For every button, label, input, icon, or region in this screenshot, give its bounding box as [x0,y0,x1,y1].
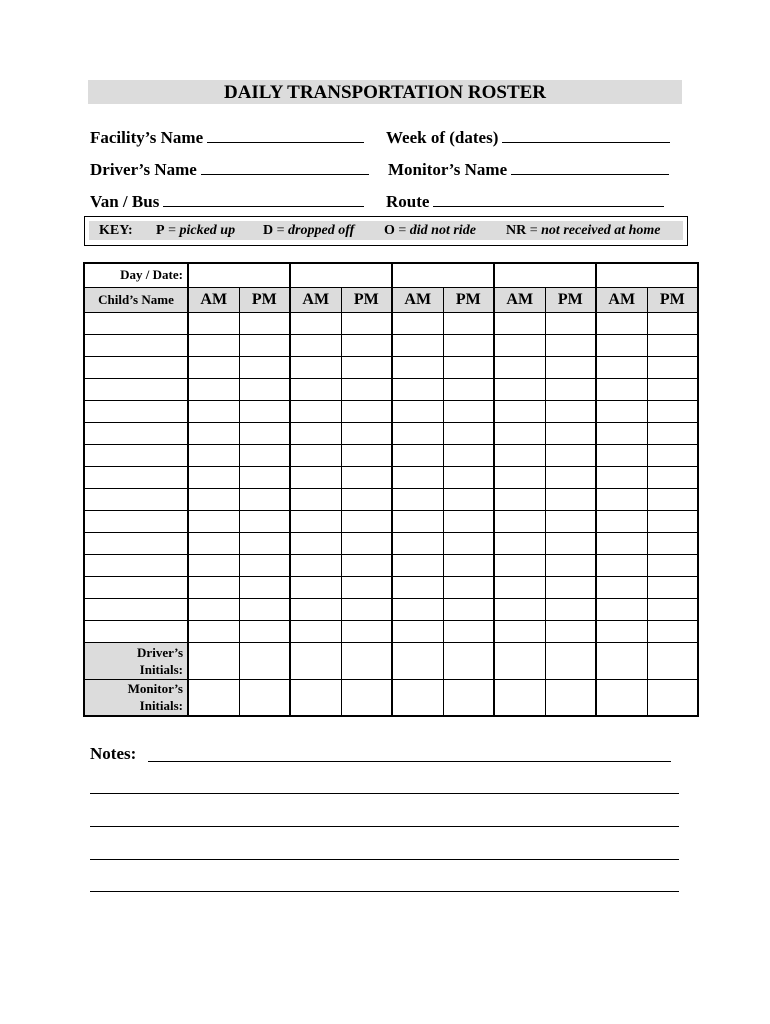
van-bus-label: Van / Bus [90,192,160,211]
am-cell[interactable] [188,510,239,532]
child-name-cell[interactable] [84,422,188,444]
child-name-cell[interactable] [84,312,188,334]
pm-cell[interactable] [443,488,494,510]
table-row [84,620,698,642]
pm-cell[interactable] [545,444,596,466]
pm-cell[interactable] [443,620,494,642]
pm-cell[interactable] [239,356,290,378]
am-cell[interactable] [596,466,647,488]
pm-cell[interactable] [239,532,290,554]
table-row [84,510,698,532]
day-date-cell-1[interactable] [188,263,290,287]
am-cell[interactable] [188,554,239,576]
child-name-cell[interactable] [84,356,188,378]
pm-cell[interactable] [647,554,698,576]
day-date-cell-5[interactable] [596,263,698,287]
pm-cell[interactable] [341,620,392,642]
table-row [84,466,698,488]
am-cell[interactable] [596,598,647,620]
am-header: AM [290,287,341,312]
am-cell[interactable] [290,356,341,378]
initials-cell[interactable] [290,679,341,716]
route-blank[interactable] [433,192,664,207]
week-of-field [386,128,670,148]
table-row [84,312,698,334]
notes-label: Notes: [90,744,137,763]
pm-cell[interactable] [545,598,596,620]
pm-cell[interactable] [545,576,596,598]
table-row [84,422,698,444]
am-cell[interactable] [290,510,341,532]
am-header: AM [494,287,545,312]
am-cell[interactable] [290,620,341,642]
pm-cell[interactable] [443,532,494,554]
table-row [84,378,698,400]
pm-cell[interactable] [647,400,698,422]
am-cell[interactable] [494,422,545,444]
pm-cell[interactable] [647,356,698,378]
pm-cell[interactable] [239,378,290,400]
pm-cell[interactable] [443,598,494,620]
child-name-cell[interactable] [84,620,188,642]
pm-cell[interactable] [341,444,392,466]
table-row [84,444,698,466]
child-name-cell[interactable] [84,378,188,400]
pm-cell[interactable] [341,334,392,356]
child-name-cell[interactable] [84,466,188,488]
day-date-cell-3[interactable] [392,263,494,287]
pm-cell[interactable] [545,400,596,422]
week-of-label: Week of (dates) [386,128,499,147]
initials-cell[interactable] [341,642,392,679]
key-item-did-not-ride: O = did not ride [384,223,476,238]
table-row [84,400,698,422]
initials-cell[interactable] [239,679,290,716]
van-bus-blank[interactable] [163,192,364,207]
pm-cell[interactable] [443,466,494,488]
table-row [84,488,698,510]
am-cell[interactable] [494,378,545,400]
initials-cell[interactable] [596,642,647,679]
am-cell[interactable] [392,510,443,532]
pm-cell[interactable] [545,422,596,444]
am-cell[interactable] [392,356,443,378]
am-cell[interactable] [596,554,647,576]
am-cell[interactable] [290,444,341,466]
am-cell[interactable] [494,312,545,334]
am-cell[interactable] [494,400,545,422]
initials-cell[interactable] [392,679,443,716]
child-name-cell[interactable] [84,488,188,510]
child-name-cell[interactable] [84,532,188,554]
monitors-initials-label: Monitor’s Initials: [84,679,188,716]
pm-header: PM [647,287,698,312]
notes-line[interactable] [90,891,679,892]
key-legend [84,216,688,246]
van-bus-field [90,192,364,212]
initials-cell[interactable] [188,642,239,679]
pm-cell[interactable] [443,356,494,378]
pm-cell[interactable] [341,356,392,378]
notes-field [90,744,136,764]
am-cell[interactable] [392,488,443,510]
initials-cell[interactable] [545,642,596,679]
pm-cell[interactable] [239,466,290,488]
am-cell[interactable] [290,532,341,554]
initials-cell[interactable] [443,679,494,716]
pm-cell[interactable] [545,620,596,642]
table-row [84,554,698,576]
pm-cell[interactable] [341,598,392,620]
am-cell[interactable] [392,466,443,488]
pm-cell[interactable] [239,510,290,532]
pm-cell[interactable] [647,576,698,598]
pm-header: PM [341,287,392,312]
key-item-not-received: NR = not received at home [506,223,661,238]
am-cell[interactable] [290,466,341,488]
am-cell[interactable] [392,334,443,356]
child-name-cell[interactable] [84,400,188,422]
table-row [84,356,698,378]
am-cell[interactable] [494,598,545,620]
pm-cell[interactable] [647,378,698,400]
am-cell[interactable] [392,620,443,642]
am-cell[interactable] [392,554,443,576]
pm-cell[interactable] [341,466,392,488]
am-cell[interactable] [596,510,647,532]
am-cell[interactable] [596,532,647,554]
pm-cell[interactable] [341,510,392,532]
initials-cell[interactable] [443,642,494,679]
am-cell[interactable] [392,576,443,598]
pm-cell[interactable] [443,334,494,356]
am-cell[interactable] [494,510,545,532]
child-name-cell[interactable] [84,444,188,466]
am-cell[interactable] [494,576,545,598]
pm-cell[interactable] [341,378,392,400]
am-cell[interactable] [290,378,341,400]
am-cell[interactable] [188,620,239,642]
pm-cell[interactable] [239,488,290,510]
am-cell[interactable] [290,334,341,356]
am-header: AM [596,287,647,312]
am-cell[interactable] [596,488,647,510]
driver-name-blank[interactable] [201,160,369,175]
facility-name-blank[interactable] [207,128,364,143]
notes-line[interactable] [148,761,671,762]
am-cell[interactable] [596,356,647,378]
pm-cell[interactable] [545,334,596,356]
initials-cell[interactable] [545,679,596,716]
page-title: DAILY TRANSPORTATION ROSTER [88,80,682,104]
pm-cell[interactable] [647,334,698,356]
monitor-name-blank[interactable] [511,160,669,175]
pm-cell[interactable] [443,400,494,422]
pm-cell[interactable] [341,554,392,576]
am-cell[interactable] [392,400,443,422]
am-cell[interactable] [494,488,545,510]
pm-cell[interactable] [647,422,698,444]
am-cell[interactable] [596,444,647,466]
pm-cell[interactable] [341,532,392,554]
pm-cell[interactable] [239,312,290,334]
initials-cell[interactable] [647,679,698,716]
table-row [84,576,698,598]
pm-cell[interactable] [647,598,698,620]
notes-line[interactable] [90,859,679,860]
pm-cell[interactable] [341,488,392,510]
monitors-initials-row [84,679,698,716]
monitor-name-label: Monitor’s Name [388,160,508,179]
initials-cell[interactable] [596,679,647,716]
child-name-cell[interactable] [84,334,188,356]
initials-cell[interactable] [494,642,545,679]
pm-cell[interactable] [443,576,494,598]
table-row [84,598,698,620]
am-cell[interactable] [596,400,647,422]
am-cell[interactable] [392,312,443,334]
child-name-cell[interactable] [84,576,188,598]
facility-name-field [90,128,364,148]
pm-cell[interactable] [443,444,494,466]
initials-cell[interactable] [290,642,341,679]
initials-cell[interactable] [341,679,392,716]
pm-cell[interactable] [545,378,596,400]
monitor-name-field [388,160,669,180]
pm-cell[interactable] [545,356,596,378]
am-cell[interactable] [494,466,545,488]
am-cell[interactable] [494,356,545,378]
key-legend-band [89,221,683,240]
pm-cell[interactable] [545,312,596,334]
am-cell[interactable] [392,444,443,466]
pm-cell[interactable] [239,400,290,422]
roster-table [83,262,699,717]
notes-line[interactable] [90,826,679,827]
am-cell[interactable] [290,400,341,422]
am-cell[interactable] [188,532,239,554]
am-cell[interactable] [188,334,239,356]
am-cell[interactable] [188,378,239,400]
pm-cell[interactable] [341,576,392,598]
pm-header: PM [443,287,494,312]
am-cell[interactable] [596,312,647,334]
drivers-initials-row [84,642,698,679]
header-row [84,287,698,312]
table-row [84,532,698,554]
am-cell[interactable] [188,598,239,620]
notes-line[interactable] [90,793,679,794]
am-cell[interactable] [188,400,239,422]
pm-cell[interactable] [239,554,290,576]
am-cell[interactable] [188,422,239,444]
am-cell[interactable] [494,554,545,576]
am-cell[interactable] [188,444,239,466]
pm-cell[interactable] [443,554,494,576]
route-label: Route [386,192,430,211]
am-cell[interactable] [188,312,239,334]
pm-cell[interactable] [647,488,698,510]
pm-cell[interactable] [647,444,698,466]
pm-cell[interactable] [239,444,290,466]
pm-header: PM [545,287,596,312]
childs-name-header: Child’s Name [84,287,188,312]
pm-cell[interactable] [647,510,698,532]
am-cell[interactable] [188,488,239,510]
pm-cell[interactable] [647,532,698,554]
key-label: KEY: [99,223,133,238]
pm-cell[interactable] [239,620,290,642]
pm-cell[interactable] [647,312,698,334]
initials-cell[interactable] [494,679,545,716]
am-cell[interactable] [494,620,545,642]
am-cell[interactable] [290,576,341,598]
am-header: AM [392,287,443,312]
am-cell[interactable] [392,422,443,444]
day-date-row [84,263,698,287]
am-cell[interactable] [290,554,341,576]
pm-cell[interactable] [239,422,290,444]
initials-cell[interactable] [647,642,698,679]
am-header: AM [188,287,239,312]
pm-cell[interactable] [443,422,494,444]
pm-cell[interactable] [341,312,392,334]
pm-cell[interactable] [239,598,290,620]
am-cell[interactable] [596,576,647,598]
am-cell[interactable] [392,378,443,400]
pm-cell[interactable] [545,510,596,532]
am-cell[interactable] [188,356,239,378]
key-item-picked-up: P = picked up [156,223,236,238]
initials-cell[interactable] [239,642,290,679]
initials-cell[interactable] [188,679,239,716]
am-cell[interactable] [596,334,647,356]
child-name-cell[interactable] [84,598,188,620]
pm-cell[interactable] [341,400,392,422]
pm-cell[interactable] [545,532,596,554]
pm-cell[interactable] [545,554,596,576]
pm-cell[interactable] [647,620,698,642]
am-cell[interactable] [596,378,647,400]
pm-cell[interactable] [341,422,392,444]
am-cell[interactable] [392,598,443,620]
am-cell[interactable] [290,488,341,510]
am-cell[interactable] [290,598,341,620]
day-date-cell-4[interactable] [494,263,596,287]
week-of-blank[interactable] [502,128,670,143]
am-cell[interactable] [596,422,647,444]
pm-cell[interactable] [647,466,698,488]
driver-name-label: Driver’s Name [90,160,197,179]
am-cell[interactable] [494,444,545,466]
pm-cell[interactable] [443,378,494,400]
pm-cell[interactable] [239,576,290,598]
pm-cell[interactable] [545,466,596,488]
day-date-label: Day / Date: [84,263,188,287]
am-cell[interactable] [188,466,239,488]
am-cell[interactable] [290,422,341,444]
child-name-cell[interactable] [84,554,188,576]
pm-cell[interactable] [239,334,290,356]
route-field [386,192,664,212]
pm-cell[interactable] [545,488,596,510]
am-cell[interactable] [596,620,647,642]
am-cell[interactable] [392,532,443,554]
initials-cell[interactable] [392,642,443,679]
key-item-dropped-off: D = dropped off [263,223,355,238]
table-row [84,334,698,356]
pm-header: PM [239,287,290,312]
day-date-cell-2[interactable] [290,263,392,287]
driver-name-field [90,160,369,180]
facility-name-label: Facility’s Name [90,128,204,147]
pm-cell[interactable] [443,312,494,334]
am-cell[interactable] [494,532,545,554]
drivers-initials-label: Driver’s Initials: [84,642,188,679]
am-cell[interactable] [290,312,341,334]
child-name-cell[interactable] [84,510,188,532]
am-cell[interactable] [494,334,545,356]
pm-cell[interactable] [443,510,494,532]
am-cell[interactable] [188,576,239,598]
